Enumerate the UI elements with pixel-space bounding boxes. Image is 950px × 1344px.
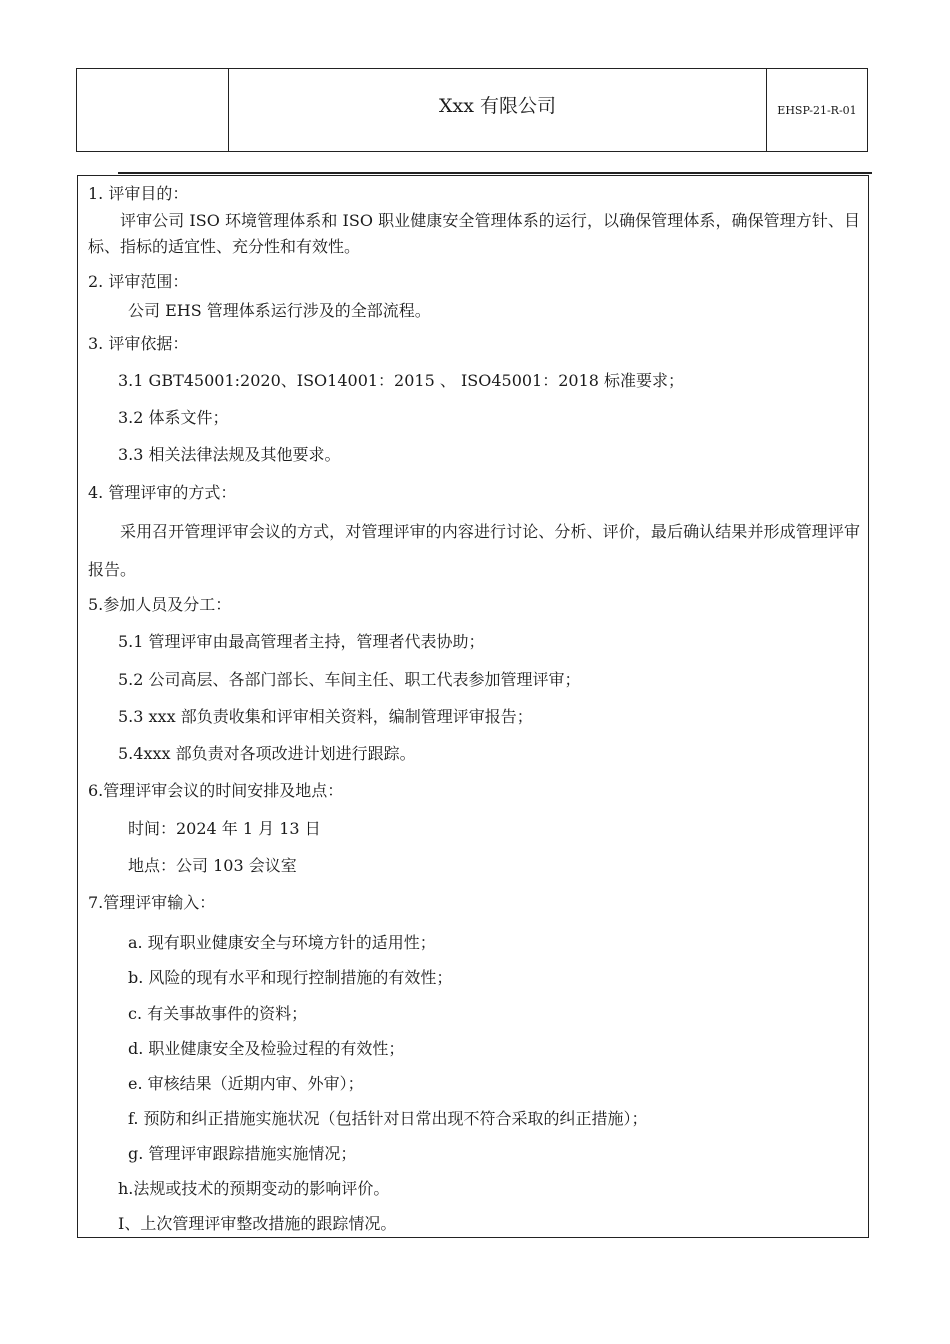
section-5-item: 5.2 公司高层、各部门部长、车间主任、职工代表参加管理评审； bbox=[118, 670, 581, 689]
section-7-item: e. 审核结果（近期内审、外审）； bbox=[128, 1074, 364, 1093]
section-7-item: g. 管理评审跟踪措施实施情况； bbox=[128, 1144, 357, 1163]
section-5-item: 5.1 管理评审由最高管理者主持，管理者代表协助； bbox=[118, 632, 485, 651]
company-title: Xxx 有限公司 bbox=[229, 69, 767, 151]
section-3-item: 3.3 相关法律法规及其他要求。 bbox=[118, 445, 341, 464]
section-5-item: 5.3 xxx 部负责收集和评审相关资料，编制管理评审报告； bbox=[118, 707, 533, 726]
document-header bbox=[76, 68, 868, 152]
section-1-body: 评审公司 ISO 环境管理体系和 ISO 职业健康安全管理体系的运行，以确保管理体系，确保管理方针、目标、指标的适宜性、充分性和有效性。 bbox=[88, 211, 860, 256]
section-7-item: a. 现有职业健康安全与环境方针的适用性； bbox=[128, 933, 436, 952]
section-6-title: 6.管理评审会议的时间安排及地点： bbox=[88, 781, 344, 800]
logo-cell bbox=[77, 69, 229, 151]
section-7-item: f. 预防和纠正措施实施状况（包括针对日常出现不符合采取的纠正措施）； bbox=[128, 1109, 648, 1128]
section-2-body: 公司 EHS 管理体系运行涉及的全部流程。 bbox=[128, 301, 431, 320]
document-body bbox=[77, 175, 869, 1238]
section-7-item: c. 有关事故事件的资料； bbox=[128, 1004, 308, 1023]
meeting-time: 时间：2024 年 1 月 13 日 bbox=[128, 819, 321, 838]
section-1-title: 1. 评审目的： bbox=[88, 184, 189, 203]
header-divider bbox=[118, 172, 872, 174]
section-7-item: h.法规或技术的预期变动的影响评价。 bbox=[118, 1179, 390, 1198]
section-7-item: I、上次管理评审整改措施的跟踪情况。 bbox=[118, 1214, 397, 1233]
section-5-title: 5.参加人员及分工： bbox=[88, 595, 232, 614]
section-7-title: 7.管理评审输入： bbox=[88, 893, 216, 912]
section-2-title: 2. 评审范围： bbox=[88, 272, 189, 291]
section-5-item: 5.4xxx 部负责对各项改进计划进行跟踪。 bbox=[118, 744, 416, 763]
section-3-item: 3.2 体系文件； bbox=[118, 408, 229, 427]
section-7-item: b. 风险的现有水平和现行控制措施的有效性； bbox=[128, 968, 453, 987]
section-4-title: 4. 管理评审的方式： bbox=[88, 483, 237, 502]
section-3-item: 3.1 GBT45001:2020、ISO14001：2015 、 ISO45001：2018 标准要求； bbox=[118, 371, 685, 390]
meeting-place: 地点：公司 103 会议室 bbox=[128, 856, 297, 875]
section-4-body: 采用召开管理评审会议的方式，对管理评审的内容进行讨论、分析、评价，最后确认结果并形成管理评审报告。 bbox=[88, 522, 860, 579]
section-7-item: d. 职业健康安全及检验过程的有效性； bbox=[128, 1039, 405, 1058]
section-3-title: 3. 评审依据： bbox=[88, 334, 189, 353]
document-code: EHSP-21-R-01 bbox=[777, 103, 857, 117]
